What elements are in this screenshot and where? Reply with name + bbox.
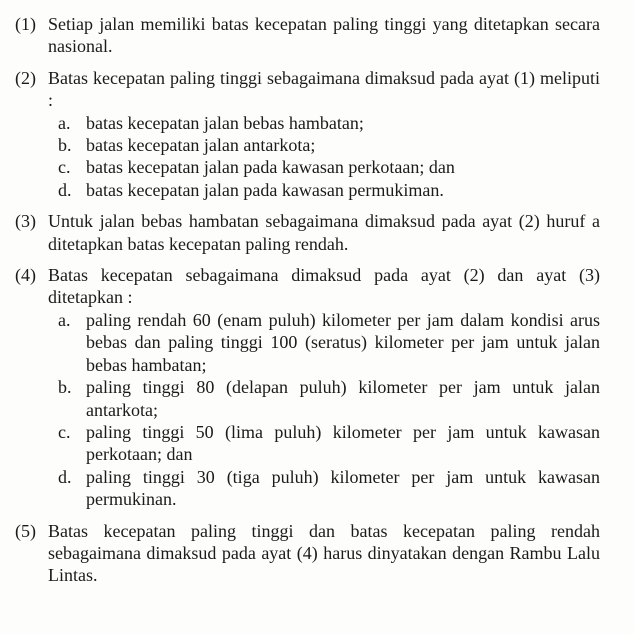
list-item-letter: a.	[58, 112, 71, 133]
list-item	[58, 376, 600, 421]
clause-3-text: Untuk jalan bebas hambatan sebagaimana dimaksud pada ayat (2) huruf a ditetapkan batas kecepatan paling rendah.	[48, 211, 600, 254]
clause-3	[15, 210, 600, 255]
clause-1-text: Setiap jalan memiliki batas kecepatan paling tinggi yang ditetapkan secara nasional.	[48, 14, 600, 57]
list-item	[58, 466, 600, 511]
list-item-text: batas kecepatan jalan pada kawasan perkotaan; dan	[86, 157, 455, 178]
list-item-letter: a.	[58, 309, 71, 330]
list-item	[58, 421, 600, 466]
clause-4-body	[48, 264, 600, 510]
clause-2-number: (2)	[15, 67, 36, 88]
clause-1-number: (1)	[15, 14, 36, 34]
list-item-text: batas kecepatan jalan pada kawasan permukiman.	[86, 179, 444, 200]
clause-4-number: (4)	[15, 265, 36, 286]
list-item-letter: d.	[58, 179, 72, 200]
list-item-letter: b.	[58, 135, 72, 156]
clause-5	[15, 520, 600, 587]
list-item-text: batas kecepatan jalan bebas hambatan;	[86, 112, 364, 133]
clause-2-body	[48, 67, 600, 201]
list-item-letter: c.	[58, 157, 71, 178]
list-item-text: paling tinggi 30 (tiga puluh) kilometer per jam untuk kawasan permukinan.	[86, 466, 600, 510]
clause-5-number: (5)	[15, 520, 36, 541]
list-item	[58, 134, 600, 156]
clause-3-number: (3)	[15, 211, 36, 232]
list-item-letter: c.	[58, 421, 71, 442]
clause-2-text: Batas kecepatan paling tinggi sebagaimana dimaksud pada ayat (1) meliputi :	[48, 67, 600, 111]
clause-4-text: Batas kecepatan sebagaimana dimaksud pada ayat (2) dan ayat (3) ditetapkan :	[48, 265, 600, 308]
list-item-text: batas kecepatan jalan antarkota;	[86, 135, 316, 156]
clause-2	[15, 67, 600, 201]
list-item	[58, 179, 600, 201]
list-item-text: paling tinggi 80 (delapan puluh) kilometer per jam untuk jalan antarkota;	[86, 377, 600, 420]
list-item-text: paling tinggi 50 (lima puluh) kilometer per jam untuk kawasan perkotaan; dan	[86, 421, 600, 465]
clause-4	[15, 264, 600, 510]
list-item	[58, 156, 600, 178]
clause-5-text: Batas kecepatan paling tinggi dan batas kecepatan paling rendah sebagaimana dimaksud pada ayat (4) harus dinyatakan dengan Rambu Lalu Lintas.	[48, 520, 600, 586]
list-item-text: paling rendah 60 (enam puluh) kilometer per jam dalam kondisi arus bebas dan paling tinggi 100 (seratus) kilometer per jam untuk jalan bebas hambatan;	[86, 309, 600, 375]
list-item-letter: b.	[58, 377, 72, 398]
list-item	[58, 309, 600, 376]
list-item	[58, 112, 600, 134]
list-item-letter: d.	[58, 466, 72, 487]
clause-1	[15, 13, 600, 58]
